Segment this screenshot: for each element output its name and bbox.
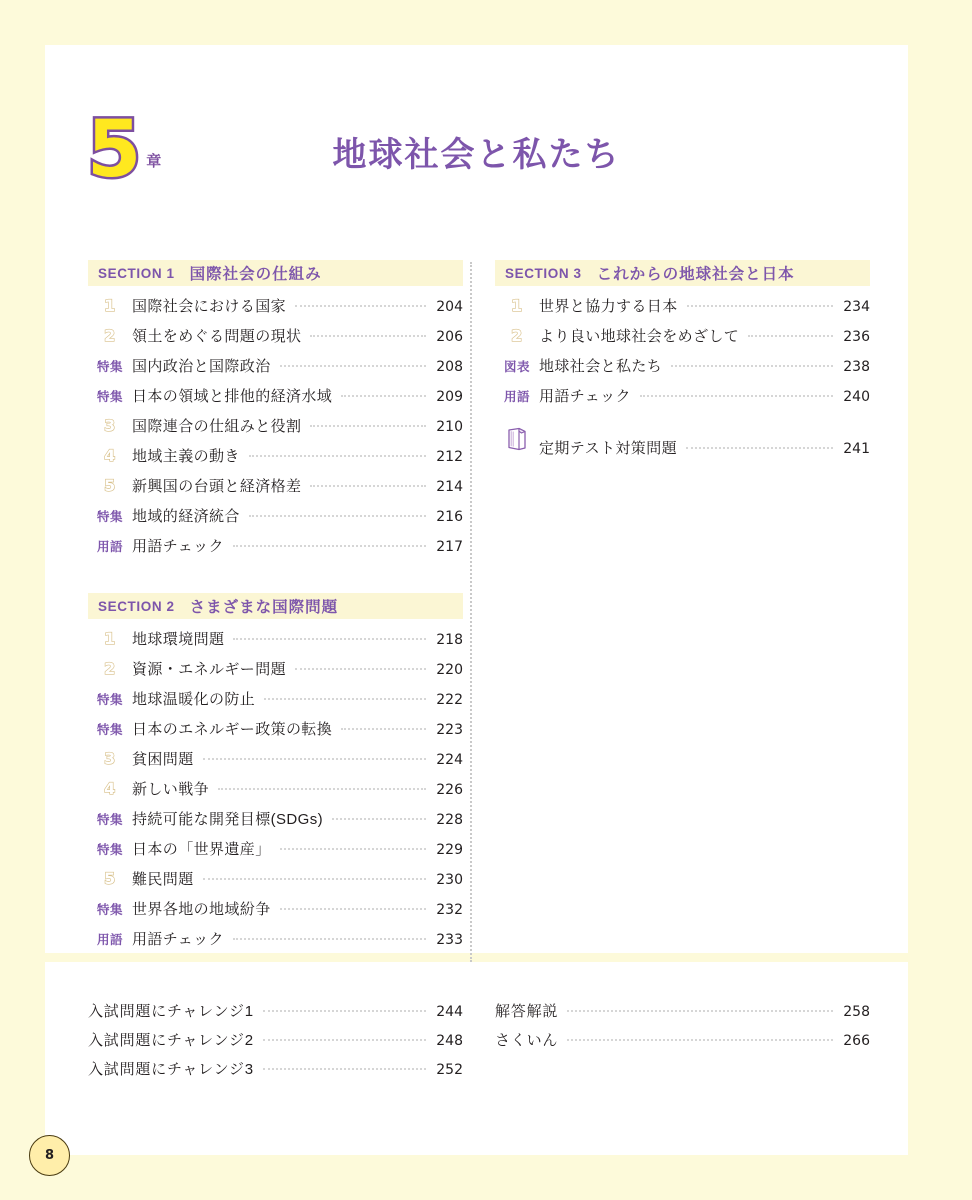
entry-label-badge: 特集 (96, 903, 123, 917)
bottom-entry[interactable] (495, 1000, 870, 1029)
entry-page-number: 214 (436, 479, 463, 495)
toc-entry[interactable] (88, 898, 463, 928)
entry-page-number: 212 (436, 449, 463, 465)
entry-page-number: 230 (436, 872, 463, 888)
toc-entry[interactable] (88, 778, 463, 808)
entry-label-badge: 用語 (96, 540, 123, 554)
entry-label-badge: 特集 (96, 360, 123, 374)
toc-entry[interactable] (88, 688, 463, 718)
entry-page-number: 226 (436, 782, 463, 798)
entry-title: 新興国の台頭と経済格差 (132, 478, 302, 495)
bottom-column-right (495, 1000, 870, 1058)
entry-page-number: 224 (436, 752, 463, 768)
leader-dots (280, 365, 426, 367)
leader-dots (310, 335, 426, 337)
entry-label-badge: 特集 (96, 813, 123, 827)
entry-page-number: 236 (843, 329, 870, 345)
toc-entry[interactable] (88, 748, 463, 778)
entry-page-number: 232 (436, 902, 463, 918)
entry-page-number: 238 (843, 359, 870, 375)
toc-entry[interactable] (495, 295, 870, 325)
leader-dots (233, 638, 426, 640)
entry-title: 日本のエネルギー政策の転換 (132, 721, 333, 738)
leader-dots (341, 395, 426, 397)
entry-page-number: 223 (436, 722, 463, 738)
entry-label-badge: 図表 (503, 360, 530, 374)
toc-section (88, 593, 463, 958)
chapter-number-suffix: 章 (146, 153, 162, 171)
toc-body (45, 260, 908, 960)
section-header (88, 593, 463, 619)
entry-number: 1 (511, 296, 523, 315)
toc-entry[interactable] (88, 718, 463, 748)
section-name: これからの地球社会と日本 (596, 266, 795, 283)
leader-dots (567, 1010, 833, 1012)
toc-entry[interactable] (495, 427, 870, 457)
section-kicker: SECTION 3 (505, 265, 582, 281)
entry-number: 2 (511, 326, 523, 345)
entry-title: 新しい戦争 (132, 781, 210, 798)
entry-number: 2 (104, 659, 116, 678)
section-kicker: SECTION 1 (98, 265, 175, 281)
entry-title: 持続可能な開発目標(SDGs) (132, 811, 323, 828)
leader-dots (310, 425, 426, 427)
toc-entry[interactable] (88, 295, 463, 325)
toc-entry[interactable] (88, 535, 463, 565)
entry-label-badge: 特集 (96, 843, 123, 857)
entry-title: 用語チェック (132, 538, 224, 555)
entry-title: 地球温暖化の防止 (132, 691, 256, 708)
entry-number: 2 (104, 326, 116, 345)
entry-title: 地域主義の動き (132, 448, 240, 465)
leader-dots (249, 515, 426, 517)
leader-dots (640, 395, 833, 397)
entry-title: 用語チェック (132, 931, 224, 948)
leader-dots (203, 758, 426, 760)
leader-dots (671, 365, 833, 367)
entry-page-number: 229 (436, 842, 463, 858)
entry-number: 3 (104, 416, 116, 435)
toc-entry[interactable] (495, 355, 870, 385)
section-name: 国際社会の仕組み (189, 266, 322, 283)
main-page-sheet (45, 45, 908, 953)
entry-number: 4 (104, 779, 116, 798)
leader-dots (295, 668, 426, 670)
chapter-number: 5 (87, 105, 140, 195)
toc-entry[interactable] (88, 628, 463, 658)
toc-entry[interactable] (88, 868, 463, 898)
leader-dots (341, 728, 426, 730)
entry-title: 地域的経済統合 (132, 508, 240, 525)
entry-label-badge: 特集 (96, 510, 123, 524)
leader-dots (249, 455, 426, 457)
entry-title: 世界と協力する日本 (539, 298, 678, 315)
toc-entry[interactable] (495, 325, 870, 355)
entry-title: 用語チェック (539, 388, 631, 405)
leader-dots (332, 818, 426, 820)
entry-page-number: 218 (436, 632, 463, 648)
toc-entry[interactable] (88, 445, 463, 475)
bottom-page-sheet (45, 962, 908, 1155)
entry-page-number: 209 (436, 389, 463, 405)
entry-page-number: 220 (436, 662, 463, 678)
entry-title: 入試問題にチャレンジ2 (88, 1032, 254, 1049)
bottom-entry[interactable] (495, 1029, 870, 1058)
entry-title: 貧困問題 (132, 751, 194, 768)
toc-entry[interactable] (88, 928, 463, 958)
leader-dots (295, 305, 426, 307)
toc-entry[interactable] (88, 658, 463, 688)
entry-page-number: 252 (436, 1062, 463, 1078)
bottom-entry[interactable] (88, 1058, 463, 1087)
book-icon-svg (506, 427, 528, 451)
toc-entry[interactable] (88, 838, 463, 868)
entry-title: 国内政治と国際政治 (132, 358, 271, 375)
toc-entry[interactable] (88, 475, 463, 505)
entry-number: 5 (104, 476, 116, 495)
section-kicker: SECTION 2 (98, 598, 175, 614)
column-divider (470, 262, 472, 962)
entry-label-badge: 特集 (96, 723, 123, 737)
leader-dots (263, 1010, 426, 1012)
entry-page-number: 240 (843, 389, 870, 405)
entry-page-number: 222 (436, 692, 463, 708)
leader-dots (203, 878, 426, 880)
entry-number: 4 (104, 446, 116, 465)
entry-page-number: 241 (843, 441, 870, 457)
toc-entry[interactable] (88, 415, 463, 445)
leader-dots (263, 1068, 426, 1070)
entry-title: 解答解説 (495, 1003, 559, 1020)
entry-number: 1 (104, 296, 116, 315)
entry-page-number: 216 (436, 509, 463, 525)
leader-dots (218, 788, 426, 790)
toc-entry[interactable] (88, 505, 463, 535)
leader-dots (748, 335, 833, 337)
entry-title: 定期テスト対策問題 (539, 440, 678, 457)
toc-column-right (495, 260, 870, 485)
entry-label-badge: 特集 (96, 693, 123, 707)
toc-entry[interactable] (495, 385, 870, 415)
leader-dots (567, 1039, 833, 1041)
entry-title: 領土をめぐる問題の現状 (132, 328, 302, 345)
leader-dots (310, 485, 426, 487)
entry-number: 1 (104, 629, 116, 648)
entry-title: 地球環境問題 (132, 631, 225, 648)
toc-section (495, 260, 870, 457)
leader-dots (686, 447, 833, 449)
entry-title: さくいん (495, 1032, 559, 1049)
folio-page-number: 8 (29, 1135, 70, 1176)
entry-page-number: 217 (436, 539, 463, 555)
toc-entry[interactable] (88, 385, 463, 415)
section-header (495, 260, 870, 286)
leader-dots (233, 545, 426, 547)
chapter-header (45, 105, 908, 205)
entry-page-number: 228 (436, 812, 463, 828)
entry-number: 5 (104, 869, 116, 888)
entry-page-number: 208 (436, 359, 463, 375)
bottom-column-left (88, 1000, 463, 1087)
entry-title: 入試問題にチャレンジ1 (88, 1003, 254, 1020)
entry-title: 日本の領域と排他的経済水域 (132, 388, 333, 405)
entry-page-number: 244 (436, 1004, 463, 1020)
entry-number: 3 (104, 749, 116, 768)
leader-dots (687, 305, 833, 307)
entry-page-number: 233 (436, 932, 463, 948)
page-title: 地球社会と私たち (332, 136, 621, 174)
entry-page-number: 234 (843, 299, 870, 315)
entry-page-number: 204 (436, 299, 463, 315)
leader-dots (263, 1039, 426, 1041)
entry-title: 世界各地の地域紛争 (132, 901, 271, 918)
entry-title: 国際社会における国家 (132, 298, 287, 315)
bottom-entry[interactable] (88, 1000, 463, 1029)
entry-title: 国際連合の仕組みと役割 (132, 418, 302, 435)
entry-label-badge: 特集 (96, 390, 123, 404)
toc-entry[interactable] (88, 325, 463, 355)
book-icon (495, 427, 539, 453)
section-name: さまざまな国際問題 (189, 599, 339, 616)
entry-page-number: 258 (843, 1004, 870, 1020)
toc-section (88, 260, 463, 565)
leader-dots (280, 908, 426, 910)
entry-title: 入試問題にチャレンジ3 (88, 1061, 254, 1078)
leader-dots (233, 938, 426, 940)
entry-page-number: 266 (843, 1033, 870, 1049)
entry-title: 地球社会と私たち (539, 358, 663, 375)
entry-title: 資源・エネルギー問題 (132, 661, 287, 678)
entry-title: 日本の「世界遺産」 (132, 841, 271, 858)
entry-label-badge: 用語 (96, 933, 123, 947)
toc-entry[interactable] (88, 808, 463, 838)
entry-title: より良い地球社会をめざして (539, 328, 740, 345)
leader-dots (280, 848, 426, 850)
section-header (88, 260, 463, 286)
bottom-entry[interactable] (88, 1029, 463, 1058)
entry-page-number: 248 (436, 1033, 463, 1049)
entry-page-number: 210 (436, 419, 463, 435)
entry-label-badge: 用語 (503, 390, 530, 404)
toc-entry[interactable] (88, 355, 463, 385)
entry-page-number: 206 (436, 329, 463, 345)
toc-column-left (88, 260, 463, 986)
leader-dots (264, 698, 426, 700)
entry-title: 難民問題 (132, 871, 194, 888)
